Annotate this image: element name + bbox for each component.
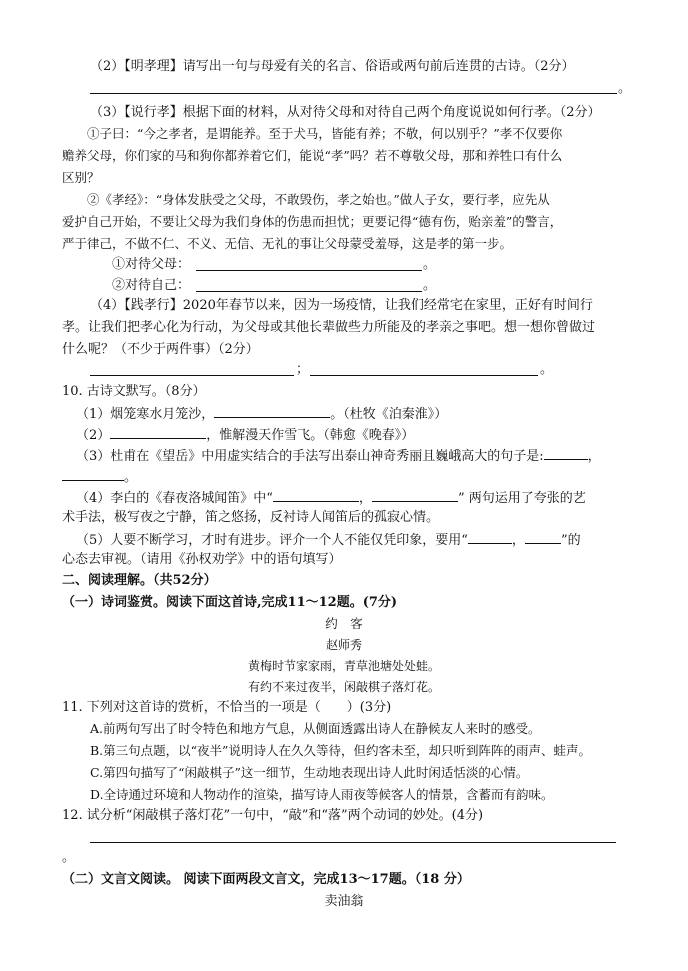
q9-part4-answer-line1 — [90, 375, 294, 376]
q9-part2-answer-line — [90, 93, 617, 94]
q10-s2-text-a: （2） — [76, 428, 111, 443]
q10-s1-text-a: （1）烟笼寒水月笼沙， — [76, 407, 215, 422]
q9-answer2-label: ②对待自己： — [112, 278, 191, 293]
q9-part2-prompt: （2）【明孝理】请写出一句与母爱有关的名言、俗语或两句前后连贯的古诗。（2分） — [90, 59, 575, 74]
q10-s2 — [76, 425, 414, 445]
poem-line2: 有约不来过夜半，闲敲棋子落灯花。 — [247, 680, 440, 694]
q10-title: 10. 古诗文默写。（8分） — [62, 384, 206, 399]
q11-option-d: D.全诗通过环境和人物动作的渲染，描写诗人雨夜等候客人的情景，含蓄而有韵味。 — [90, 787, 554, 802]
section2-title: 二、阅读理解。（共52分） — [62, 573, 217, 588]
q11-prompt: 11. 下列对这首诗的赏析，不恰当的一项是（ ）(3分) — [62, 700, 392, 715]
q9-material2-line2: 爱护自己开始，不要让父母为我们身体的伤患而担忧；更要记得“德有伤，贻亲羞”的警言， — [62, 214, 563, 229]
q9-part4-sep: ； — [296, 362, 310, 377]
q12-prompt: 12. 试分析“闲敲棋子落灯花”一句中，“敲”和“落”两个动词的妙处。(4分) — [62, 808, 484, 823]
q10-s3-line1 — [76, 446, 601, 466]
q10-s4-line1 — [76, 488, 586, 508]
q10-s5-blank2 — [525, 530, 561, 544]
q11-option-b: B.第三句点题，以“夜半”说明诗人在久久等待，但约客未至，却只听到阵阵的雨声、蛙声。 — [90, 743, 591, 758]
q9-answer2-end: 。 — [423, 278, 437, 293]
q10-s5-text-c: ”的 — [560, 533, 581, 548]
q10-s1-text-b: 。（杜牧《泊秦淮》） — [330, 407, 448, 422]
q9-part4-line2: 孝。让我们把孝心化为行动，为父母或其他长辈做些力所能及的孝亲之事吧。想一想你曾做过 — [62, 320, 596, 335]
q10-s1 — [76, 404, 447, 424]
q11-option-c: C.第四句描写了“闲敲棋子”这一细节，生动地表现出诗人此时闲适恬淡的心情。 — [90, 765, 529, 780]
q10-s1-blank — [214, 404, 330, 418]
poem-line1: 黄梅时节家家雨，青草池塘处处蛙。 — [247, 659, 440, 673]
q9-answer1-line — [196, 270, 422, 271]
q9-part3-prompt: （3）【说行孝】根据下面的材料，从对待父母和对待自己两个角度说说如何行孝。（2分） — [90, 105, 601, 120]
q9-part4-end: 。 — [540, 362, 554, 377]
q12-answer-line — [90, 842, 616, 843]
poem-author: 赵师秀 — [325, 638, 362, 652]
q10-s5-line1 — [76, 530, 581, 550]
q9-part2-end: 。 — [618, 81, 632, 96]
classical-section-title: （二）文言文阅读。 阅读下面两段文言文，完成13～17题。（18 分） — [62, 872, 470, 887]
q9-answer1-label: ①对待父母： — [112, 257, 191, 272]
q10-s2-blank — [110, 425, 206, 439]
q10-s2-text-b: ，惟解漫天作雪飞。（韩愈《晚春》） — [206, 428, 415, 443]
q10-s5-line2: 心态去审视。（请用《孙权劝学》中的语句填写） — [62, 552, 342, 567]
q10-s4-line2: 术手法，极写夜之宁静，笛之悠扬，反衬诗人闻笛后的孤寂心情。 — [62, 510, 440, 525]
q10-s4-blank2 — [372, 488, 458, 502]
q10-s3-line2 — [62, 467, 137, 487]
q11-option-a: A.前两句写出了时令特色和地方气息，从侧面透露出诗人在静候友人来时的感受。 — [90, 721, 541, 736]
q10-s3-text: （3）杜甫在《望岳》中用虚实结合的手法写出泰山神奇秀丽且巍峨高大的句子是: — [76, 449, 544, 464]
q9-material2-line1: ②《孝经》：“身体发肤受之父母，不敢毁伤，孝之始也。”做人子女，要行孝，应先从 — [87, 192, 550, 207]
q9-material2-line3: 严于律己，不做不仁、不义、无信、无礼的事让父母蒙受羞辱，这是孝的第一步。 — [62, 236, 513, 251]
q10-s4-blank1 — [273, 488, 359, 502]
q9-material1-line3: 区别？ — [62, 170, 100, 185]
poem-section-title: （一）诗词鉴赏。阅读下面这首诗,完成11～12题。(7分) — [62, 595, 398, 610]
q9-part4-line3: 什么呢？（不少于两件事）（2分） — [62, 342, 259, 357]
q10-s4-text-b: ， — [358, 491, 372, 506]
classical-text-title: 卖油翁 — [324, 894, 364, 909]
q10-s5-text-b: ， — [511, 533, 525, 548]
q10-s3-sep: ， — [587, 449, 601, 464]
q9-answer1-end: 。 — [423, 257, 437, 272]
q10-s3-blank1 — [544, 446, 588, 460]
q10-s3-end: 。 — [124, 470, 138, 485]
q10-s4-text-a: （4）李白的《春夜洛城闻笛》中“ — [76, 491, 273, 506]
q9-part4-answer-line2 — [310, 375, 538, 376]
q10-s5-blank1 — [468, 530, 512, 544]
q12-end: 。 — [62, 850, 76, 865]
q9-answer2-line — [196, 291, 422, 292]
q9-part4-line1: （4）【践孝行】2020年春节以来，因为一场疫情，让我们经常宅在家里，正好有时间行 — [90, 298, 593, 313]
q10-s5-text-a: （5）人要不断学习，才时有进步。评介一个人不能仅凭印象，要用“ — [76, 533, 468, 548]
q9-material1-line2: 赡养父母，你们家的马和狗你都养着它们，能说“孝”吗？若不尊敬父母，那和养牲口有什么 — [62, 148, 563, 163]
q10-s3-blank2 — [62, 467, 124, 481]
poem-title: 约 客 — [325, 616, 363, 631]
q10-s4-text-c: ” 两句运用了夸张的艺 — [457, 491, 586, 506]
q9-material1-line1: ①子曰：“今之孝者，是谓能养。至于犬马，皆能有养；不敬，何以别乎？”孝不仅要你 — [87, 126, 563, 141]
